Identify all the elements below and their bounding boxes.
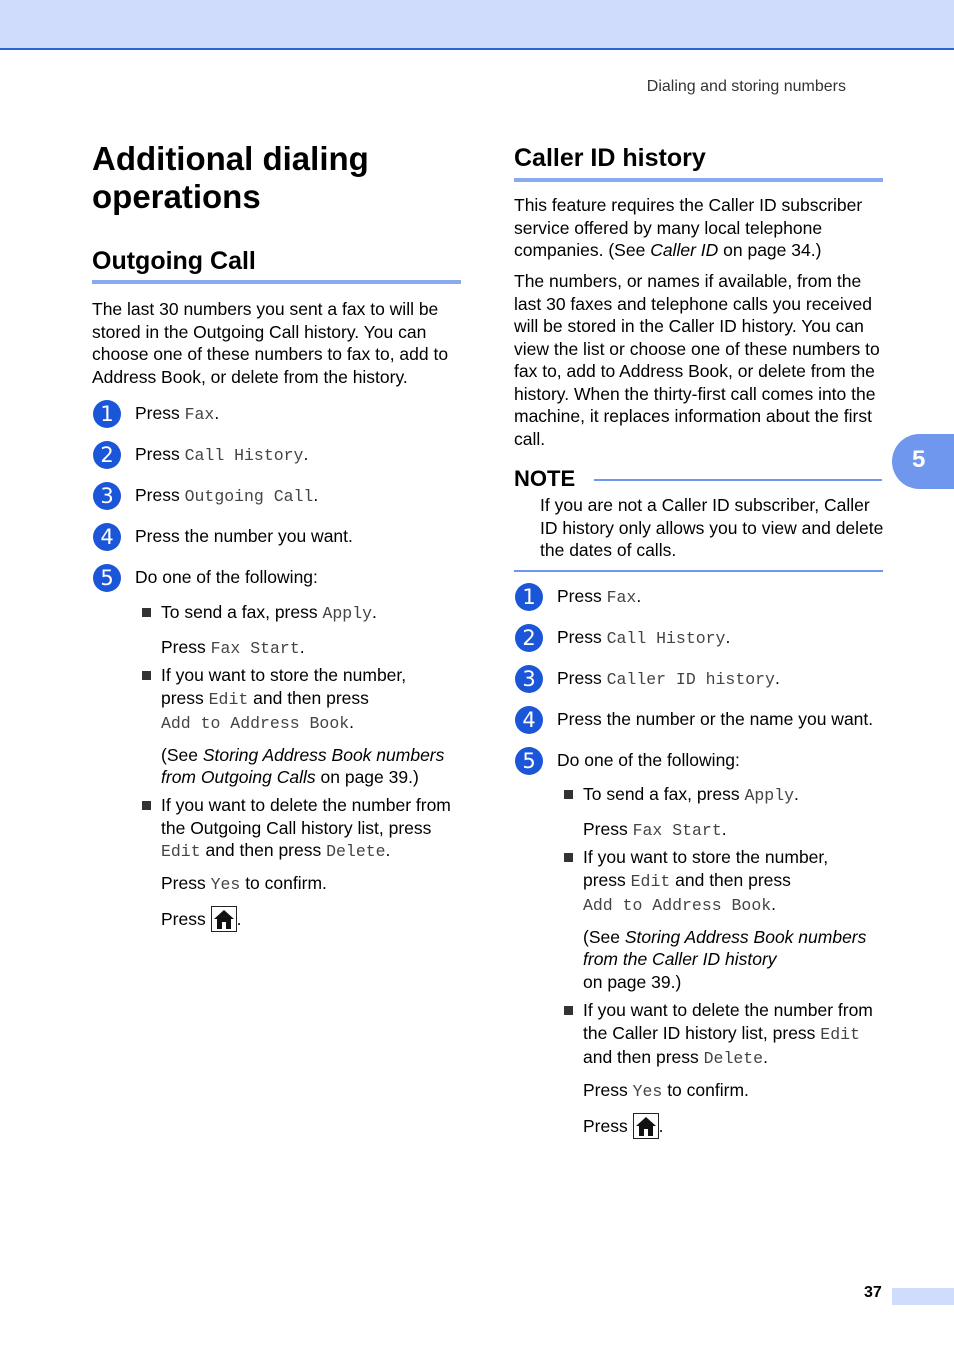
- left-bullet-store-number: If you want to store the number, press Edit and then press Add to Address Book. (See Storing Address Book numbers from Outgoing Calls on page 39.): [161, 664, 461, 789]
- right-step-4: 4 Press the number or the name you want.: [515, 706, 887, 734]
- note-text: If you are not a Caller ID subscriber, Caller ID history only allows you to view and delete the dates of calls.: [540, 495, 884, 560]
- square-bullet-icon: [564, 790, 573, 799]
- left-bullet-delete-number: If you want to delete the number from the Outgoing Call history list, press Edit and then press Delete. Press Yes to confirm. Press .: [161, 794, 466, 932]
- note-bottom-rule: [514, 570, 883, 572]
- right-step-1: 1 Press Fax.: [515, 583, 887, 611]
- right-bullet-send-fax: To send a fax, press Apply. Press Fax Start.: [583, 783, 883, 842]
- left-step-4: 4 Press the number you want.: [93, 523, 465, 551]
- cross-reference: Storing Address Book numbers from the Caller ID history: [583, 926, 867, 969]
- page-number: 37: [864, 1284, 882, 1301]
- square-bullet-icon: [142, 671, 151, 680]
- section-rule: [92, 280, 461, 284]
- note-title: NOTE: [514, 466, 576, 491]
- step-number: 4: [93, 523, 121, 551]
- left-step-2: 2 Press Call History.: [93, 441, 465, 469]
- button-name-call-history: Call History: [606, 629, 726, 648]
- home-icon: [633, 1113, 659, 1139]
- home-icon: [211, 906, 237, 932]
- section-rule: [514, 178, 883, 182]
- button-name-fax: Fax: [606, 588, 637, 607]
- section-title-caller-id-history: Caller ID history: [514, 144, 706, 172]
- outgoing-intro: The last 30 numbers you sent a fax to will be stored in the Outgoing Call history. You can choose one of these numbers to fax to, add to Address Book, or delete from the history.: [92, 299, 449, 387]
- note-rule: [594, 479, 882, 481]
- square-bullet-icon: [142, 801, 151, 810]
- cross-reference: Caller ID: [650, 240, 719, 260]
- button-name-caller-id-history: Caller ID history: [606, 670, 775, 689]
- left-step-3: 3 Press Outgoing Call.: [93, 482, 465, 510]
- button-name-fax: Fax: [184, 405, 215, 424]
- step-number: 1: [93, 400, 121, 428]
- step-number: 3: [93, 482, 121, 510]
- right-bullet-store-number: If you want to store the number, press Edit and then press Add to Address Book. (See Storing Address Book numbers from the Caller ID history on page 39.): [583, 846, 883, 993]
- right-step-2: 2 Press Call History.: [515, 624, 887, 652]
- cross-reference: Storing Address Book numbers from Outgoing Calls: [161, 744, 445, 787]
- section-title-outgoing-call: Outgoing Call: [92, 247, 256, 275]
- header-band: [0, 0, 954, 50]
- step-number: 2: [515, 624, 543, 652]
- button-name-outgoing-call: Outgoing Call: [184, 487, 314, 506]
- step-number: 5: [93, 564, 121, 592]
- square-bullet-icon: [142, 608, 151, 617]
- square-bullet-icon: [564, 1006, 573, 1015]
- caller-id-description: The numbers, or names if available, from the last 30 faxes and telephone calls you received will be stored in the Caller ID history. You can view the list or choose one of these numbers to fax to, add to Address Book, or delete from the history. When the thirty-first call comes into the machine, it replaces information about the first call.: [514, 271, 880, 449]
- page-footer-bar: [892, 1288, 954, 1305]
- left-step-5: 5 Do one of the following:: [93, 564, 465, 592]
- step-number: 5: [515, 747, 543, 775]
- running-head: Dialing and storing numbers: [646, 78, 846, 95]
- left-bullet-send-fax: To send a fax, press Apply. Press Fax Start.: [161, 601, 461, 660]
- caller-id-intro: This feature requires the Caller ID subscriber service offered by many local telephone companies. (See Caller ID on page 34.): [514, 195, 863, 260]
- left-step-1: 1 Press Fax.: [93, 400, 465, 428]
- chapter-number: 5: [912, 446, 926, 473]
- right-step-5: 5 Do one of the following:: [515, 747, 887, 775]
- right-step-3: 3 Press Caller ID history.: [515, 665, 887, 693]
- button-name-call-history: Call History: [184, 446, 304, 465]
- right-bullet-delete-number: If you want to delete the number from the Caller ID history list, press Edit and then press Delete. Press Yes to confirm. Press .: [583, 999, 888, 1139]
- step-number: 2: [93, 441, 121, 469]
- step-number: 4: [515, 706, 543, 734]
- square-bullet-icon: [564, 853, 573, 862]
- step-number: 3: [515, 665, 543, 693]
- page-title: Additional dialing operations: [92, 140, 369, 215]
- step-number: 1: [515, 583, 543, 611]
